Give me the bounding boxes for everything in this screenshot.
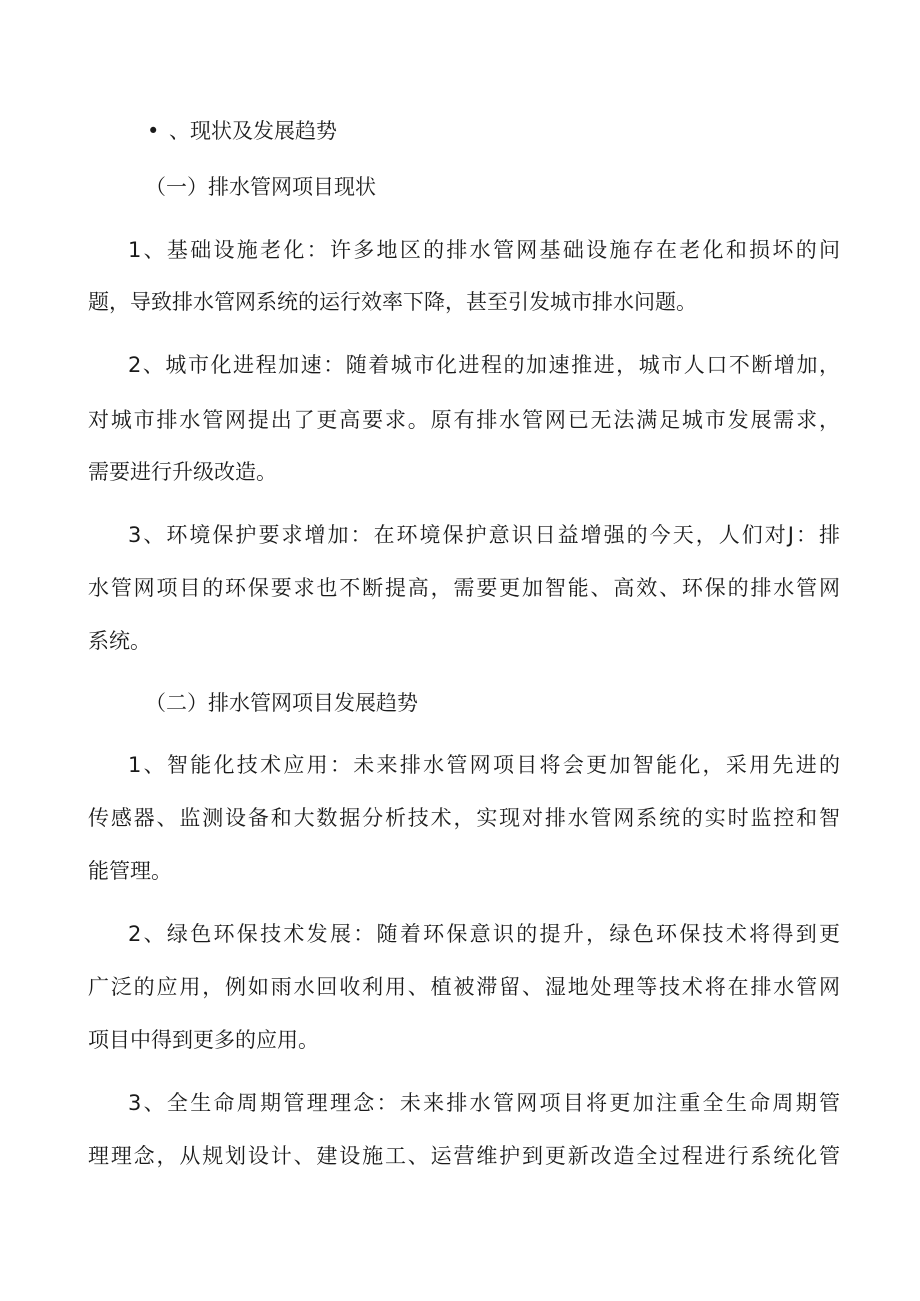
paragraph-line: 需要进行升级改造。 (88, 460, 277, 484)
paragraph-line: 传感器、监测设备和大数据分析技术，实现对排水管网系统的实时监控和智 (88, 806, 840, 830)
subsection-heading-2: （二）排水管网项目发展趋势 (145, 691, 418, 715)
paragraph-line: 3、环境保护要求增加：在环境保护意识日益增强的今天，人们对J：排 (128, 523, 840, 547)
paragraph-line: 对城市排水管网提出了更高要求。原有排水管网已无法满足城市发展需求， (88, 408, 840, 432)
paragraph-line: 2、城市化进程加速：随着城市化进程的加速推进，城市人口不断增加， (128, 353, 840, 377)
paragraph-line: 理理念，从规划设计、建设施工、运营维护到更新改造全过程进行系统化管 (88, 1144, 840, 1168)
paragraph-line: 水管网项目的环保要求也不断提高，需要更加智能、高效、环保的排水管网 (88, 576, 840, 600)
subsection-heading-1: （一）排水管网项目现状 (145, 175, 376, 199)
paragraph-line: 1、基础设施老化：许多地区的排水管网基础设施存在老化和损坏的问 (128, 238, 840, 262)
paragraph-line: 1、智能化技术应用：未来排水管网项目将会更加智能化，采用先进的 (128, 753, 840, 777)
paragraph-line: 2、绿色环保技术发展：随着环保意识的提升，绿色环保技术将得到更 (128, 922, 840, 946)
bullet-icon: • (147, 119, 160, 143)
section-title (147, 116, 337, 146)
paragraph-line: 项目中得到更多的应用。 (88, 1028, 319, 1052)
paragraph-line: 系统。 (88, 629, 151, 653)
paragraph-line: 广泛的应用，例如雨水回收利用、植被滞留、湿地处理等技术将在排水管网 (88, 975, 840, 999)
section-title-text: 、现状及发展趋势 (169, 119, 337, 143)
paragraph-line: 题，导致排水管网系统的运行效率下降，甚至引发城市排水问题。 (88, 290, 697, 314)
paragraph-line: 3、全生命周期管理理念：未来排水管网项目将更加注重全生命周期管 (128, 1091, 840, 1115)
paragraph-line: 能管理。 (88, 859, 172, 883)
